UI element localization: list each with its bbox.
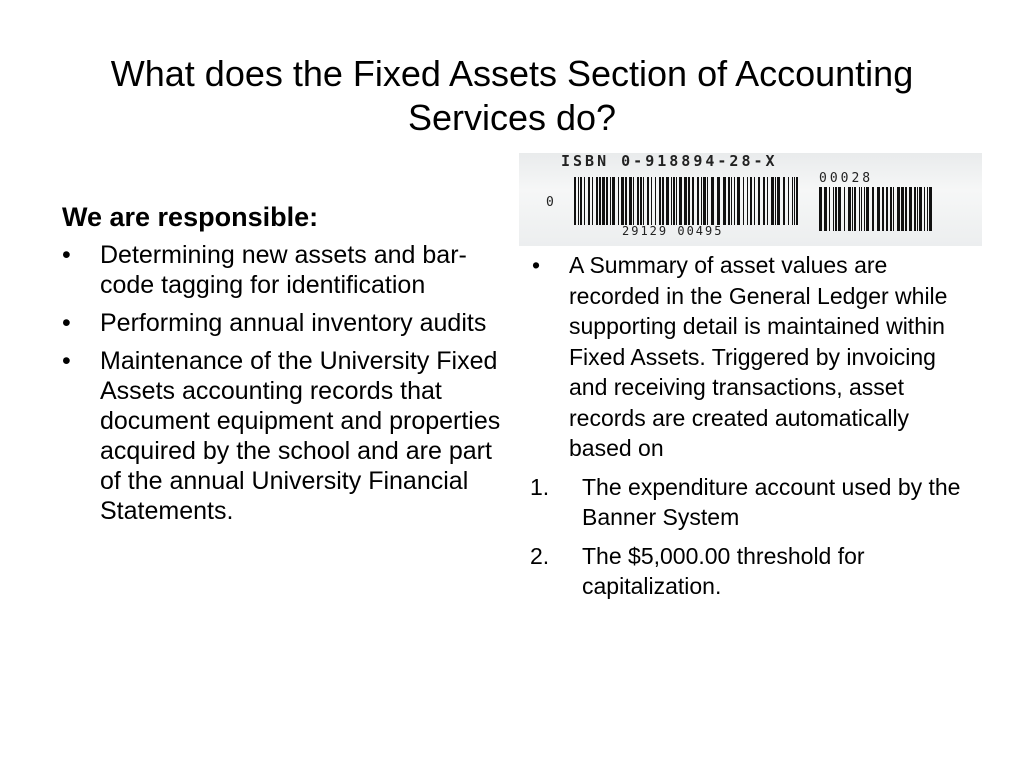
barcode-bar (844, 187, 845, 231)
barcode-bar (747, 177, 748, 225)
item-number: 2. (530, 542, 550, 569)
barcode-bar (775, 177, 776, 225)
barcode-bar (629, 177, 632, 225)
barcode-bar (731, 177, 732, 225)
left-column (62, 200, 502, 534)
barcode-bar (819, 187, 822, 231)
barcode-bar (606, 177, 608, 225)
list-item (530, 541, 970, 602)
barcode-bar (655, 177, 656, 225)
barcode-bar (861, 187, 862, 231)
barcode-bar (612, 177, 615, 225)
barcode-bar (666, 177, 669, 225)
barcode-bar (701, 177, 702, 225)
responsibilities-heading: We are responsible: (62, 202, 319, 232)
barcode-bar (723, 177, 726, 225)
barcode-bar (697, 177, 699, 225)
responsibilities-list (62, 240, 502, 526)
barcode-bar (647, 177, 649, 225)
barcode-bar (758, 177, 760, 225)
barcode-digit-left: 0 (546, 195, 554, 210)
barcode-bar (578, 177, 579, 225)
list-item: • Determining new assets and bar-code tagging for identification (62, 240, 502, 300)
list-item: • A Summary of asset values are recorded in the General Ledger while supporting detail is maintained within Fixed Assets. Triggered by invoicing and receiving transactions, asset records are created automatically based on (530, 250, 970, 464)
barcode-bar (684, 177, 687, 225)
list-item (530, 472, 970, 533)
item-text: The $5,000.00 threshold for capitalization. (582, 542, 865, 599)
barcode-bar (610, 177, 611, 225)
slide-title: What does the Fixed Assets Section of Accounting Services do? (110, 53, 914, 138)
barcode-bar (901, 187, 904, 231)
barcode-bar (637, 177, 639, 225)
barcode-bar (750, 177, 752, 225)
barcode-bar (852, 187, 853, 231)
barcode-bar (905, 187, 907, 231)
barcode-bar (692, 177, 694, 225)
right-column (530, 250, 970, 610)
criteria-list (530, 472, 970, 602)
barcode-bar (877, 187, 880, 231)
barcode-bar (580, 177, 582, 225)
barcode-bar (679, 177, 682, 225)
barcode-bar (783, 177, 785, 225)
barcode-bar (659, 177, 661, 225)
barcode-bar (621, 177, 624, 225)
barcode-bar (777, 177, 780, 225)
barcode-bar (872, 187, 874, 231)
barcode-bar (711, 177, 714, 225)
list-item: • Performing annual inventory audits (62, 308, 502, 338)
barcode-bar (848, 187, 851, 231)
barcode-bar (737, 177, 740, 225)
barcode-bar (574, 177, 576, 225)
barcode-bar (754, 177, 755, 225)
barcode-bar (592, 177, 593, 225)
barcode-code-right: 00028 (819, 171, 874, 186)
barcode-bar (599, 177, 601, 225)
barcode-bar (794, 177, 795, 225)
barcode-bar (707, 177, 708, 225)
list-item: • Maintenance of the University Fixed Assets accounting records that document equipment and properties acquired by the school and are part of the annual University Financial Statements. (62, 346, 502, 526)
barcode-bar (835, 187, 837, 231)
barcode-bar (588, 177, 590, 225)
barcode-bar (651, 177, 652, 225)
barcode-bar (890, 187, 892, 231)
barcode-bar (859, 187, 860, 231)
barcode-bar (929, 187, 932, 231)
barcode-bar (833, 187, 834, 231)
barcode-addon-bars (819, 187, 932, 231)
barcode-bar (640, 177, 642, 225)
barcode-bar (882, 187, 884, 231)
barcode-bar (886, 187, 888, 231)
barcode-bar (796, 177, 798, 225)
barcode-bar (688, 177, 690, 225)
item-number: 1. (530, 473, 550, 500)
barcode-bar (919, 187, 922, 231)
barcode-bar (763, 177, 765, 225)
barcode-bar (625, 177, 627, 225)
barcode-bar (743, 177, 744, 225)
barcode-bar (767, 177, 768, 225)
barcode-bar (924, 187, 925, 231)
barcode-bar (838, 187, 841, 231)
barcode-bar (673, 177, 675, 225)
isbn-label: ISBN 0-918894-28-X (561, 153, 778, 170)
barcode-bar (771, 177, 774, 225)
barcode-bar (927, 187, 928, 231)
barcode-bar (717, 177, 720, 225)
barcode-bar (734, 177, 735, 225)
barcode-bar (703, 177, 706, 225)
barcode-bar (676, 177, 677, 225)
barcode-bar (643, 177, 644, 225)
barcode-bar (633, 177, 634, 225)
barcode-bar (584, 177, 585, 225)
barcode-bar (897, 187, 900, 231)
barcode-bar (854, 187, 856, 231)
barcode-bar (596, 177, 598, 225)
barcode-bar (864, 187, 865, 231)
barcode-digits: 29129 00495 (622, 224, 724, 238)
barcode-image (519, 153, 982, 246)
barcode-bar (829, 187, 830, 231)
barcode-bar (909, 187, 912, 231)
barcode-bar (917, 187, 918, 231)
barcode-bar (824, 187, 827, 231)
barcode-bars (574, 177, 798, 225)
barcode-bar (671, 177, 672, 225)
barcode-bar (914, 187, 916, 231)
barcode-bar (788, 177, 789, 225)
barcode-bar (893, 187, 894, 231)
barcode-bar (662, 177, 664, 225)
barcode-bar (728, 177, 730, 225)
barcode-bar (618, 177, 619, 225)
summary-list (530, 250, 970, 464)
barcode-bar (602, 177, 605, 225)
barcode-bar (792, 177, 793, 225)
barcode-bar (866, 187, 869, 231)
item-text: The expenditure account used by the Banner System (582, 473, 961, 530)
